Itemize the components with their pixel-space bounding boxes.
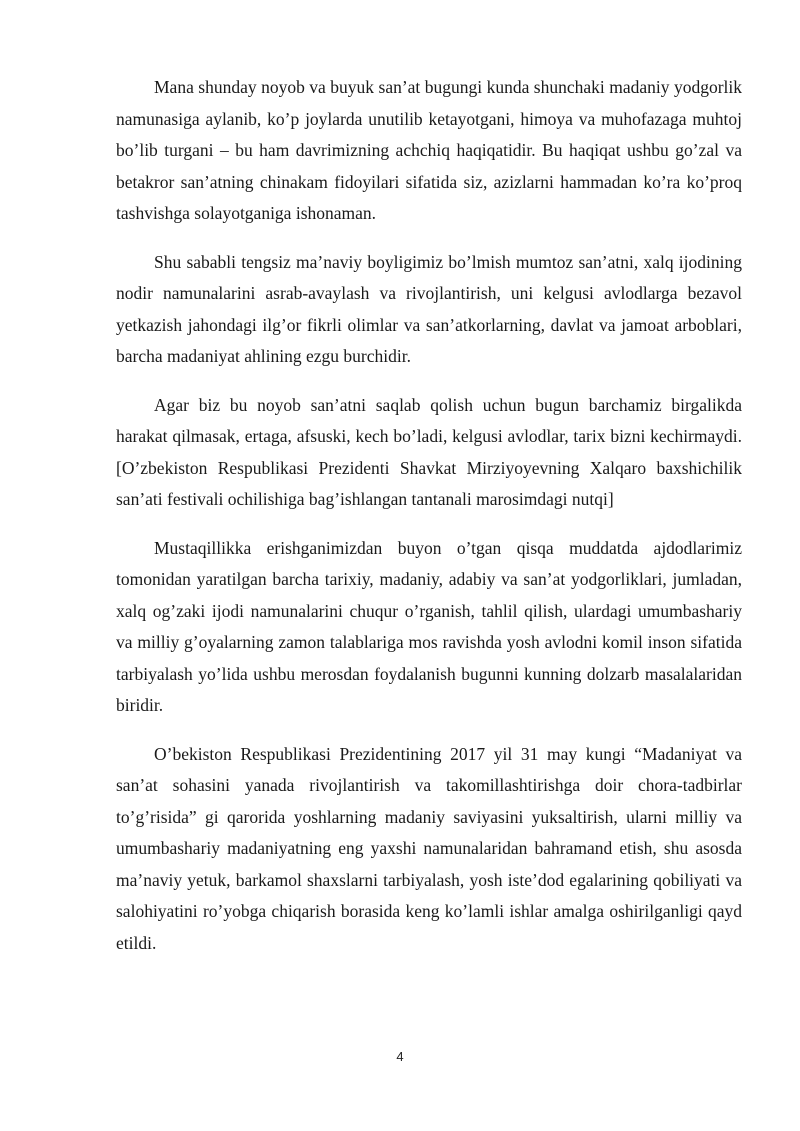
page-number: 4: [396, 1049, 404, 1064]
paragraph-5: O’bekiston Respublikasi Prezidentining 2017 yil 31 may kungi “Madaniyat va san’at sohasini yanada rivojlantirish va takomillashtirishga doir chora-tadbirlar to’g’risida” gi qarorida yoshlarning madaniy saviyasini yuksaltirish, ularni milliy va umumbashariy madaniyatning eng yaxshi namunalaridan bahramand etish, shu asosda ma’naviy yetuk, barkamol shaxslarni tarbiyalash, yosh iste’dod egalarining qobiliyati va salohiyatini ro’yobga chiqarish borasida keng ko’lamli ishlar amalga oshirilganligi qayd etildi.: [116, 743, 742, 953]
paragraph-1: Mana shunday noyob va buyuk san’at bugungi kunda shunchaki madaniy yodgorlik namunasiga aylanib, ko’p joylarda unutilib ketayotgani, himoya va muhofazaga muhtoj bo’lib turgani – bu ham davrimizning achchiq haqiqatidir. Bu haqiqat ushbu go’zal va betakror san’atning chinakam fidoyilari sifatida siz, azizlarni hammadan ko’ra ko’proq tashvishga solayotganiga ishonaman.: [116, 77, 742, 223]
paragraph-4: Mustaqillikka erishganimizdan buyon o’tgan qisqa muddatda ajdodlarimiz tomonidan yaratilgan barcha tarixiy, madaniy, adabiy va san’at yodgorliklari, jumladan, xalq og’zaki ijodi namunalarini chuqur o’rganish, tahlil qilish, ulardagi umumbashariy va milliy g’oyalarning zamon talablariga mos ravishda yosh avlodni komil inson sifatida tarbiyalash yo’lida ushbu merosdan foydalanish bugunni kunning dolzarb masalalaridan biridir.: [116, 537, 742, 715]
paragraph-3: Agar biz bu noyob san’atni saqlab qolish uchun bugun barchamiz birgalikda harakat qilmasak, ertaga, afsuski, kech bo’ladi, kelgusi avlodlar, tarix bizni kechirmaydi. [O’zbekiston Respublikasi Prezidenti Shavkat Mirziyoyevning Xalqaro baxshichilik san’ati festivali ochilishiga bag’ishlangan tantanali marosimdagi nutqi]: [116, 394, 742, 509]
paragraph-2: Shu sababli tengsiz ma’naviy boyligimiz bo’lmish mumtoz san’atni, xalq ijodining nodir namunalarini asrab-avaylash va rivojlantirish, uni kelgusi avlodlarga bezavol yetkazish jahondagi ilg’or fikrli olimlar va san’atkorlarning, davlat va jamoat arboblari, barcha madaniyat ahlining ezgu burchidir.: [116, 251, 742, 366]
body-text: [116, 72, 742, 976]
